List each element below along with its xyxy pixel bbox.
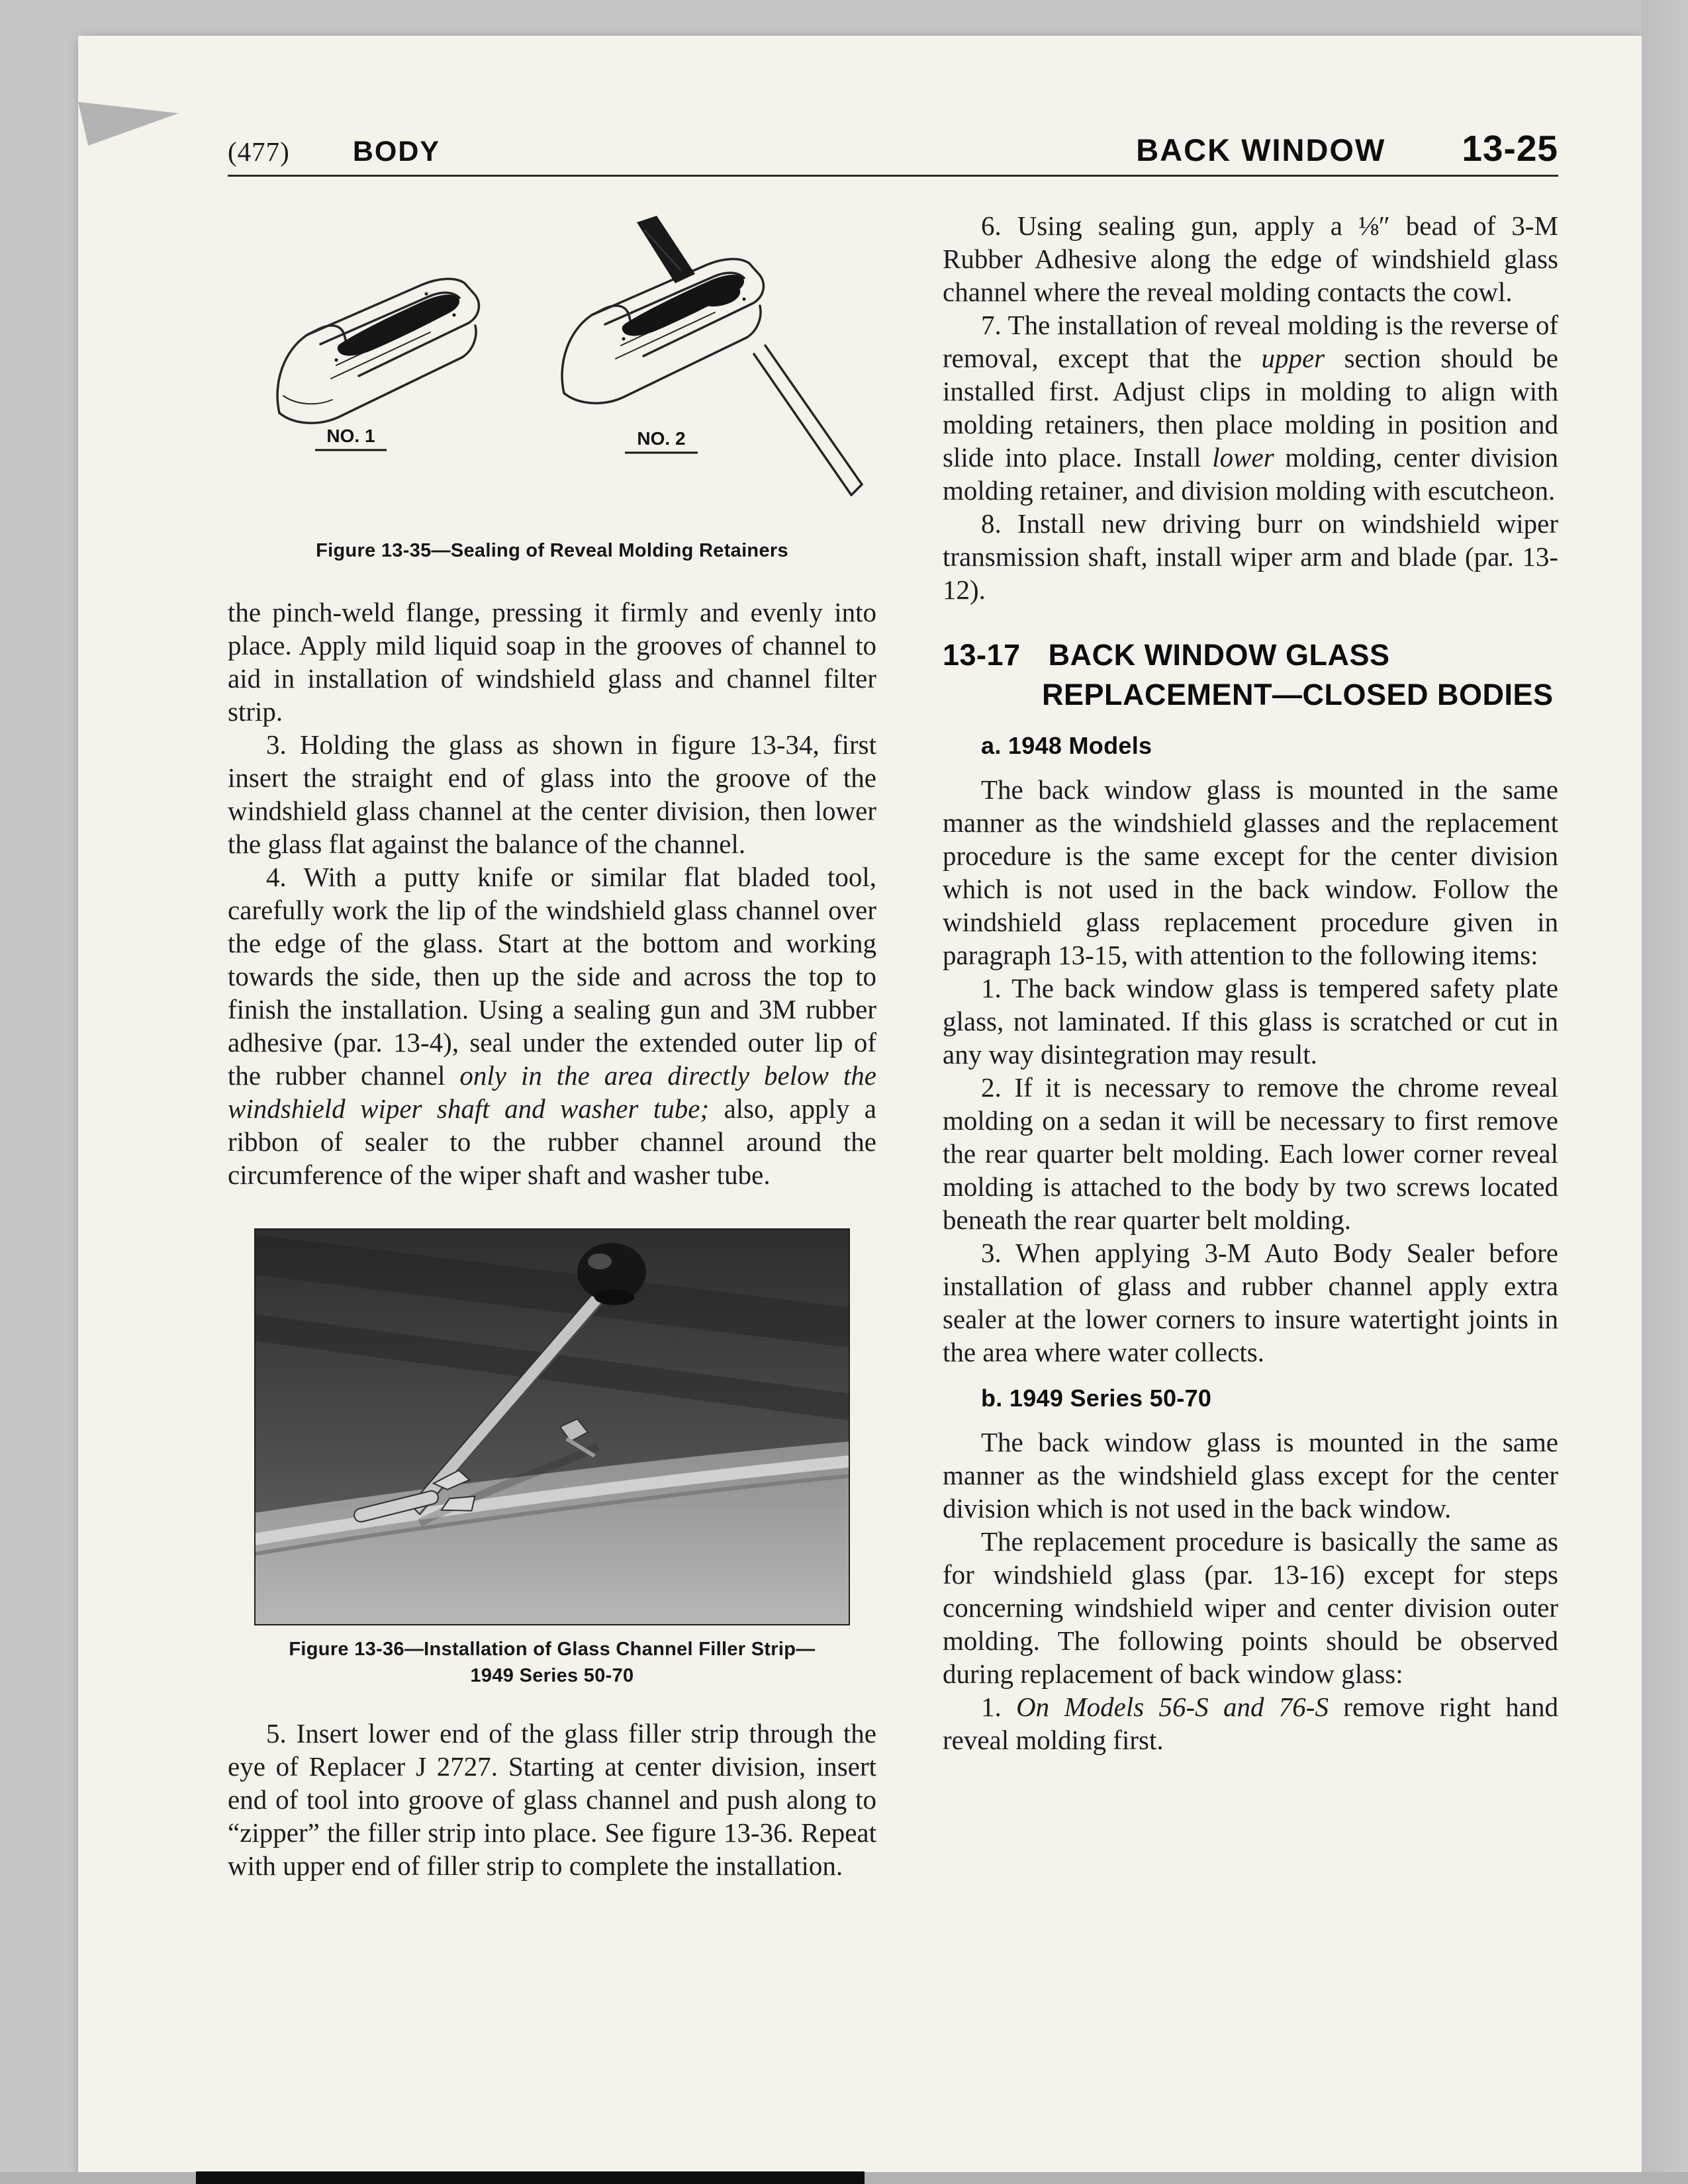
figure-13-36-caption-line1: Figure 13-36—Installation of Glass Channel Filler Strip— (289, 1639, 816, 1660)
paragraph-a1: The back window glass is mounted in the same manner as the windshield glasses and the replacement procedure is the same except for the center division which is not used in the back window. Follow the windshield glass replacement procedure given in paragraph 13-15, with attention to the following items: (943, 774, 1558, 970)
subheading-b-1949-series: b. 1949 Series 50-70 (981, 1385, 1212, 1412)
figure-label-no2: NO. 2 (637, 428, 686, 449)
manual-page (78, 36, 1642, 2173)
step7-text-c: section should be installed first. Adjust clips in molding to align with molding retainers, then place molding in position and slide into place. Install (943, 343, 1558, 473)
figure-13-36-caption (228, 1636, 876, 1689)
paragraph-a-item-1: 1. The back window glass is tempered safety plate glass, not laminated. If this glass is scratched or cut in any way disintegration may result. (943, 973, 1558, 1069)
page-curl-artifact (78, 102, 179, 146)
paragraph-continuation: the pinch-weld flange, pressing it firmly and evenly into place. Apply mild liquid soap in the grooves of channel to aid in installation of windshield glass and channel filter strip. (228, 597, 876, 727)
b-item-1-number: 1. (981, 1692, 1017, 1722)
left-column (228, 209, 876, 1882)
page-number: 13-25 (1462, 128, 1558, 169)
paragraph-b-item-1 (943, 1690, 1558, 1756)
figure-13-36 (228, 1228, 876, 1689)
retainer-no2-drawing (562, 259, 763, 403)
page-header (228, 127, 1558, 169)
page-number-parenthetical: (477) (228, 136, 290, 167)
paragraph-b2: The replacement procedure is basically the same as for windshield glass (par. 13-16) except for steps concerning windshield wiper and center division outer molding. The following points should be observed during replacement of back window glass: (943, 1526, 1558, 1689)
paragraph-b1: The back window glass is mounted in the same manner as the windshield glass except for the center division which is not used in the back window. (943, 1427, 1558, 1524)
step4-text-a: 4. With a putty knife or similar flat bladed tool, carefully work the lip of the windshield glass channel over the edge of the glass. Start at the bottom and working towards the side, then up the side and across the top to finish the installation. Using a sealing gun and 3M rubber adhesive (par. 13-4), seal under the extended outer lip of the rubber channel (228, 862, 876, 1091)
section-title-line2: REPLACEMENT—CLOSED BODIES (1042, 678, 1554, 711)
header-rule (228, 175, 1558, 177)
section-title-line1: BACK WINDOW GLASS (1048, 638, 1390, 672)
section-title-right: BACK WINDOW (1136, 132, 1386, 167)
section-heading-line1 (943, 635, 1558, 675)
step7-italic-upper: upper (1261, 343, 1325, 373)
paragraph-a-item-3: 3. When applying 3-M Auto Body Sealer before installation of glass and rubber channel apply extra sealer at the lower corners to insure watertight joints in the area where water collects. (943, 1238, 1558, 1367)
figure-13-35 (228, 209, 876, 564)
right-column (943, 209, 1558, 1882)
section-heading-13-17 (943, 635, 1558, 715)
figure-label-no1: NO. 1 (326, 426, 375, 446)
figure-13-36-photo (254, 1228, 850, 1625)
step7-italic-lower: lower (1212, 442, 1274, 473)
retainer-no1-drawing (277, 279, 479, 423)
section-number: 13-17 (943, 638, 1021, 672)
paragraph-step-3: 3. Holding the glass as shown in figure 13-34, first insert the straight end of glass into the groove of the windshield glass channel at the center division, then lower the glass flat against the balance of the channel. (228, 729, 876, 859)
sealer-applicator-drawing (637, 216, 695, 283)
paragraph-step-8: 8. Install new driving burr on windshield wiper transmission shaft, install wiper arm and blade (par. 13-12). (943, 508, 1558, 605)
paragraph-step-5: 5. Insert lower end of the glass filler strip through the eye of Replacer J 2727. Starting at center division, insert end of tool into groove of glass channel and push along to “zipper” the filler strip into place. See figure 13-36. Repeat with upper end of filler strip to complete the installation. (228, 1718, 876, 1881)
b-item-1-italic-models: On Models 56-S and 76-S (1016, 1692, 1329, 1722)
paragraph-a-item-2: 2. If it is necessary to remove the chrome reveal molding on a sedan it will be necessary to first remove the rear quarter belt molding. Each lower corner reveal molding is attached to the body by two screws located beneath the rear quarter belt molding. (943, 1072, 1558, 1235)
header-left-group (228, 136, 440, 168)
step7-text-e: molding, center division molding retainer, and division molding with escutcheon. (943, 442, 1558, 506)
header-right-group (1136, 127, 1558, 169)
paragraph-step-6: 6. Using sealing gun, apply a ⅛″ bead of 3-M Rubber Adhesive along the edge of windshield glass channel where the reveal molding contacts the cowl. (943, 210, 1558, 307)
two-column-layout (228, 209, 1558, 1882)
step4-italic: only in the area directly below the windshield wiper shaft and washer tube; (228, 1060, 876, 1124)
paragraph-step-4 (228, 860, 876, 1191)
figure-13-35-drawing (228, 209, 876, 527)
subheading-a-1948-models: a. 1948 Models (981, 732, 1152, 759)
step4-text-c: also, apply a ribbon of sealer to the rubber channel around the circumference of the wiper shaft and washer tube. (228, 1093, 876, 1190)
figure-13-35-caption: Figure 13-35—Sealing of Reveal Molding Retainers (316, 540, 788, 561)
b-item-1-text: remove right hand reveal molding first. (943, 1692, 1558, 1755)
molding-strip-drawing (765, 345, 862, 484)
figure-13-36-caption-line2: 1949 Series 50-70 (470, 1665, 634, 1686)
scan-edge-right (1642, 0, 1688, 2184)
section-title-left: BODY (352, 136, 441, 167)
scanner-artifact-bar (196, 2171, 865, 2184)
paragraph-step-7 (943, 308, 1558, 507)
step7-text-a: 7. The installation of reveal molding is the reverse of removal, except that the (943, 310, 1558, 373)
